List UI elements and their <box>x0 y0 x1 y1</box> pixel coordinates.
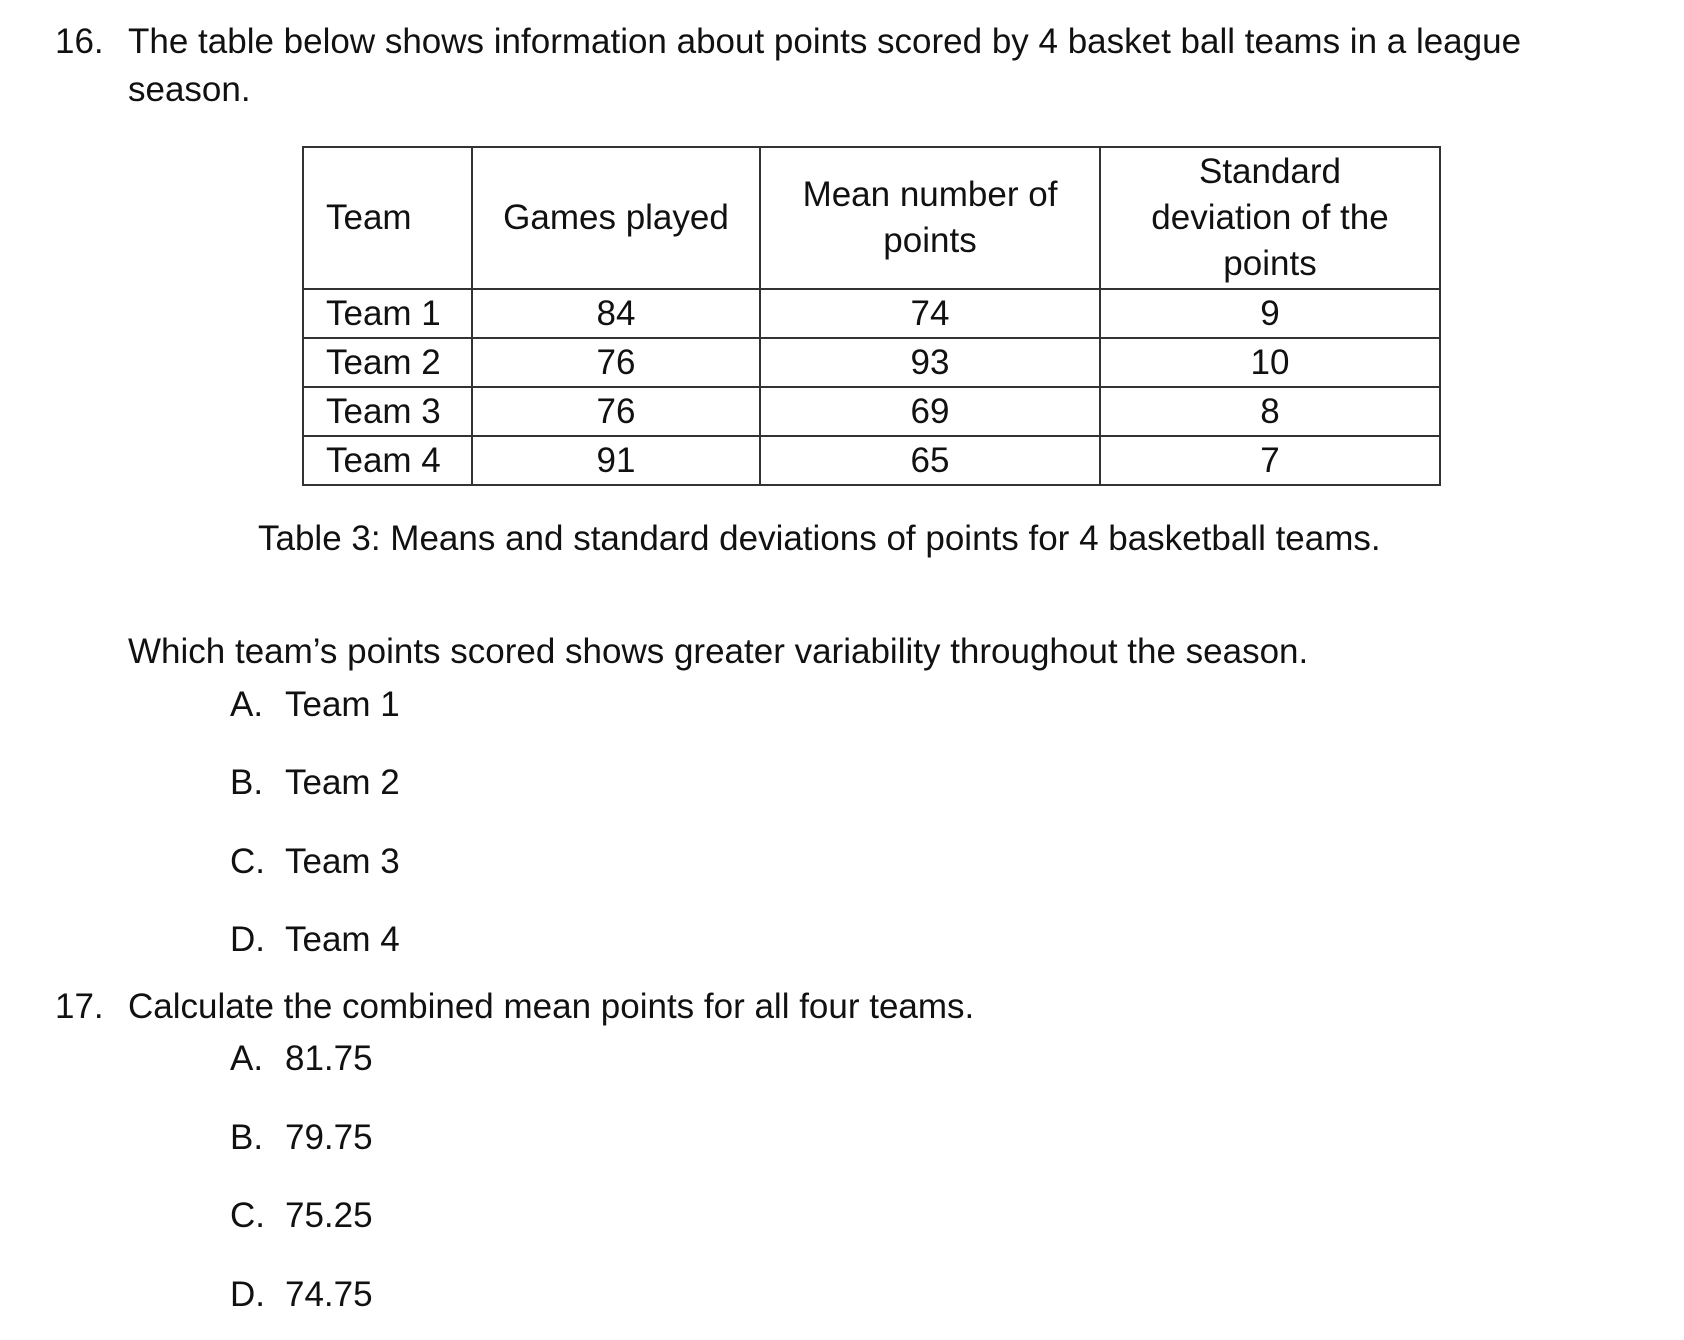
option-text: Team 1 <box>285 685 400 724</box>
question-17-number: 17. <box>55 987 104 1026</box>
cell-team: Team 1 <box>303 289 472 338</box>
q16-option-d[interactable] <box>230 920 400 960</box>
option-letter: D. <box>230 920 265 959</box>
question-16-number: 16. <box>55 22 104 61</box>
option-letter: D. <box>230 1275 265 1314</box>
q17-option-a[interactable] <box>230 1039 373 1079</box>
cell-team: Team 4 <box>303 436 472 485</box>
q16-option-b[interactable] <box>230 763 400 803</box>
cell-std-deviation: 7 <box>1100 436 1440 485</box>
q17-option-c[interactable] <box>230 1196 373 1236</box>
cell-mean-points: 69 <box>760 387 1100 436</box>
cell-games-played: 84 <box>472 289 760 338</box>
option-text: Team 3 <box>285 842 400 881</box>
option-letter: B. <box>230 1118 264 1157</box>
cell-games-played: 76 <box>472 387 760 436</box>
q17-option-d[interactable] <box>230 1275 373 1315</box>
question-16-stem-line1: The table below shows information about points scored by 4 basket ball teams in a league <box>128 22 1522 61</box>
header-std-deviation <box>1100 147 1440 289</box>
table-row <box>303 338 1440 387</box>
question-17-stem: Calculate the combined mean points for all four teams. <box>128 987 975 1026</box>
option-letter: A. <box>230 1039 264 1078</box>
header-mean-points <box>760 147 1100 289</box>
cell-team: Team 3 <box>303 387 472 436</box>
cell-games-played: 91 <box>472 436 760 485</box>
table-row <box>303 289 1440 338</box>
cell-mean-points: 93 <box>760 338 1100 387</box>
cell-std-deviation: 10 <box>1100 338 1440 387</box>
table-row <box>303 387 1440 436</box>
option-letter: C. <box>230 842 265 881</box>
table-caption: Table 3: Means and standard deviations of points for 4 basketball teams. <box>258 519 1381 558</box>
q16-option-a[interactable] <box>230 685 400 725</box>
header-games-played: Games played <box>472 147 760 289</box>
option-letter: B. <box>230 763 264 802</box>
option-letter: A. <box>230 685 264 724</box>
question-16-stem-line2: season. <box>128 70 251 109</box>
cell-std-deviation: 9 <box>1100 289 1440 338</box>
table-row <box>303 436 1440 485</box>
option-text: 75.25 <box>285 1196 373 1235</box>
cell-games-played: 76 <box>472 338 760 387</box>
cell-mean-points: 74 <box>760 289 1100 338</box>
q17-option-b[interactable] <box>230 1118 373 1158</box>
q16-option-c[interactable] <box>230 842 400 882</box>
option-text: 74.75 <box>285 1275 373 1314</box>
header-mean-points-text: Mean number of points <box>802 175 1058 260</box>
table-header-row <box>303 147 1440 289</box>
option-letter: C. <box>230 1196 265 1235</box>
option-text: Team 2 <box>285 763 400 802</box>
cell-mean-points: 65 <box>760 436 1100 485</box>
header-std-deviation-text: Standard deviation of the points <box>1151 152 1389 283</box>
cell-std-deviation: 8 <box>1100 387 1440 436</box>
option-text: Team 4 <box>285 920 400 959</box>
option-text: 79.75 <box>285 1118 373 1157</box>
cell-team: Team 2 <box>303 338 472 387</box>
header-team: Team <box>303 147 472 289</box>
question-16-prompt: Which team’s points scored shows greater variability throughout the season. <box>128 632 1309 671</box>
points-table <box>302 146 1441 486</box>
option-text: 81.75 <box>285 1039 373 1078</box>
